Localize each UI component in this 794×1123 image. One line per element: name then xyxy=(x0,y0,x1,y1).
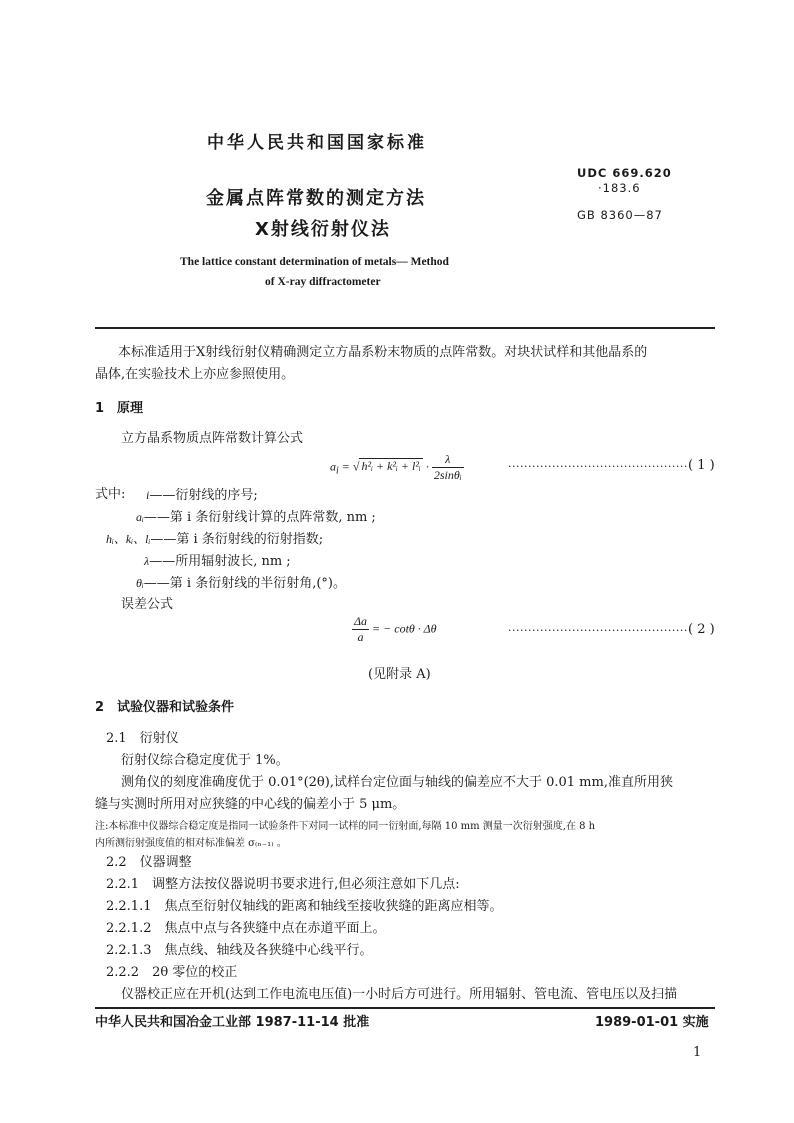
note-line1: 注:本标准中仪器综合稳定度是指同一试验条件下对同一试样的同一衍射面,每隔 10 mm 测量一次衍射强度,在 8 h xyxy=(95,821,596,832)
def-row-1 xyxy=(146,484,258,507)
intro-line1: 本标准适用于X射线衍射仪精确测定立方晶系粉末物质的点阵常数。对块状试样和其他晶系的 xyxy=(118,345,648,360)
eq2-leader-dots: ·············································· xyxy=(508,624,692,637)
section-2-1-para1: 衍射仪综合稳定度优于 1%。 xyxy=(121,753,289,768)
eq2-rhs: = − cotθ · Δθ xyxy=(372,621,437,636)
gb-number: GB 8360—87 xyxy=(577,208,663,222)
def-symbol: i xyxy=(146,488,150,502)
section-2-2-heading: 2.2 仪器调整 xyxy=(106,855,192,870)
def-row-2 xyxy=(136,506,376,529)
def-symbol: hᵢ、kᵢ、lᵢ xyxy=(106,532,151,546)
eq1-sub: i xyxy=(336,465,339,477)
udc-code-line1: UDC 669.620 xyxy=(577,166,672,180)
eq1-lhs: a xyxy=(330,459,336,474)
implementation-date: 1989-01-01 实施 xyxy=(595,1015,709,1030)
page-number: 1 xyxy=(693,1045,702,1060)
section-2-1-heading: 2.1 衍射仪 xyxy=(106,731,179,746)
english-title-line1: The lattice constant determination of metals— Method xyxy=(180,256,449,268)
approval-line: 中华人民共和国冶金工业部 1987-11-14 批准 xyxy=(95,1015,370,1030)
document-title-line2: X射线衍射仪法 xyxy=(255,219,391,240)
note-line2: 内所测衍射强度值的相对标准偏差 σ₍ₙ₋₁₎ 。 xyxy=(95,838,287,849)
section2-heading: 2 试验仪器和试验条件 xyxy=(95,700,235,715)
def-symbol: θᵢ xyxy=(136,576,144,590)
section-2-2-2: 2.2.2 2θ 零位的校正 xyxy=(106,965,238,980)
section-2-2-1-1: 2.2.1.1 焦点至衍射仪轴线的距离和轴线至接收狭缝的距离应相等。 xyxy=(106,899,503,914)
def-row-3 xyxy=(106,528,323,551)
eq1-numerator: λ xyxy=(432,452,464,468)
def-text: ——第 i 条衍射线计算的点阵常数, nm ; xyxy=(143,510,376,525)
udc-code-line2: ·183.6 xyxy=(598,181,641,195)
footer-divider xyxy=(95,1007,715,1009)
def-text: ——所用辐射波长, nm ; xyxy=(149,554,291,569)
intro-line2: 晶体,在实验技术上亦应参照使用。 xyxy=(95,367,295,382)
section-2-2-1: 2.2.1 调整方法按仪器说明书要求进行,但必须注意如下几点: xyxy=(106,877,460,892)
equation-2 xyxy=(352,614,437,645)
def-row-5 xyxy=(136,572,346,595)
formula-intro: 立方晶系物质点阵常数计算公式 xyxy=(121,431,304,446)
section-2-2-1-2: 2.2.1.2 焦点中点与各狭缝中点在赤道平面上。 xyxy=(106,921,386,936)
def-text: ——第 i 条衍射线的衍射指数; xyxy=(150,532,324,547)
section-2-1-para2-line2: 缝与实测时所用对应狭缝的中心线的偏差小于 5 μm。 xyxy=(95,797,406,812)
header-divider xyxy=(95,327,715,329)
eq1-denominator: 2sinθᵢ xyxy=(433,468,462,482)
eq2-fraction xyxy=(352,614,369,645)
error-formula-label: 误差公式 xyxy=(121,597,174,612)
def-text: ——衍射线的序号; xyxy=(149,488,258,503)
section-2-2-1-3: 2.2.1.3 焦点线、轴线及各狭缝中心线平行。 xyxy=(106,943,373,958)
eq2-denominator: a xyxy=(357,630,364,644)
equation-1: $a_i$ = √ h²ᵢ + k²ᵢ + l²ᵢ · $\frac{\lambda}{\text{2sinθᵢ}}$ xyxy=(330,452,462,482)
section-2-1-para2-line1: 测角仪的刻度准确度优于 0.01°(2θ),试样台定位面与轴线的偏差应不大于 0.01 mm,准直所用狭 xyxy=(121,775,673,790)
def-symbol: λ xyxy=(144,554,150,568)
def-text: ——第 i 条衍射线的半衍射角,(°)。 xyxy=(143,576,346,591)
def-row-4 xyxy=(144,550,291,573)
eq2-numerator: Δa xyxy=(354,614,368,628)
eq1-number: ( 1 ) xyxy=(688,458,715,473)
national-standard-title: 中华人民共和国国家标准 xyxy=(207,133,427,153)
eq2-number: ( 2 ) xyxy=(688,622,715,637)
def-symbol: aᵢ xyxy=(136,510,144,524)
appendix-reference: (见附录 A) xyxy=(368,667,431,682)
eq1-leader-dots: ·············································· xyxy=(508,460,692,473)
section-2-2-2-para: 仪器校正应在开机(达到工作电流电压值)一小时后方可进行。所用辐射、管电流、管电压以及扫描 xyxy=(121,987,678,1002)
section1-heading: 1 原理 xyxy=(95,401,144,416)
document-title-line1: 金属点阵常数的测定方法 xyxy=(206,188,426,209)
eq1-fraction xyxy=(432,452,464,483)
eq1-sqrt: h²ᵢ + k²ᵢ + l²ᵢ xyxy=(361,459,421,474)
where-label: 式中: xyxy=(95,487,126,502)
english-title-line2: of X-ray diffractometer xyxy=(265,276,381,288)
